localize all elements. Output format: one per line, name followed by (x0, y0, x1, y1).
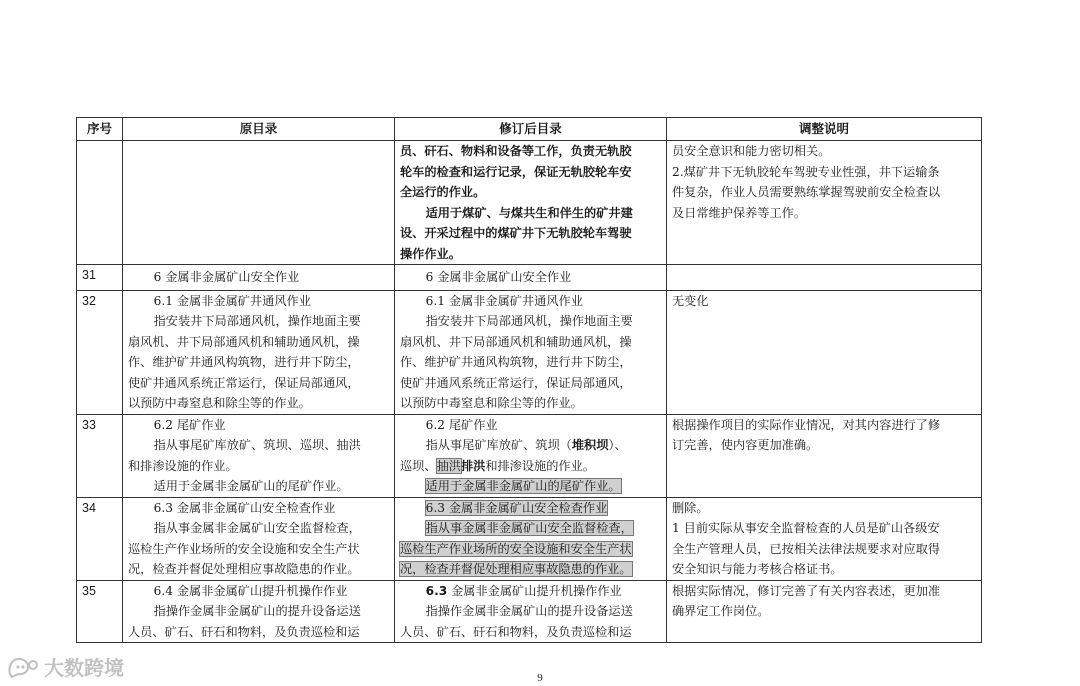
text-line: 员、矸石、物料和设备等工作，负责无轨胶 (400, 144, 632, 158)
text-line: 6.3 金属非金属矿山安全检查作业 (153, 500, 336, 515)
table-header-row (77, 118, 982, 141)
text-line: 指从事尾矿库放矿、筑坝、巡坝、抽洪 (153, 438, 361, 452)
text-line: 指操作金属非金属矿山的提升设备运送 (425, 604, 633, 618)
table-row (77, 141, 982, 265)
text-line: 以预防中毒窒息和除尘等的作业。 (400, 396, 583, 410)
original-catalog-cell (123, 141, 395, 265)
text-line: 作、维护矿井通风构筑物，进行井下防尘， (128, 355, 360, 369)
table-row (77, 580, 982, 643)
text-line: 及日常维护保养等工作。 (672, 205, 807, 220)
highlighted-text: 6.3 金属非金属矿山安全检查作业 (425, 500, 608, 515)
text-line (400, 581, 661, 602)
text-line: 适用于金属非金属矿山的尾矿作业。 (153, 479, 349, 493)
header-serial: 序号 (77, 118, 123, 141)
text-line: 况，检查并督促处理相应事故隐患的作业。 (128, 562, 360, 576)
text-line: 巡检生产作业场所的安全设施和安全生产状 (128, 541, 360, 556)
text-line: 订完善，使内容更加准确。 (672, 438, 819, 452)
table-row (77, 414, 982, 497)
text-line: 删除。 (672, 500, 709, 515)
header-revised-catalog: 修订后目录 (395, 118, 667, 141)
text-line: 6.1 金属非金属矿井通风作业 (153, 293, 311, 308)
row-serial-number: 33 (77, 414, 123, 497)
added-text: 6.3 (425, 583, 448, 598)
original-catalog-cell (123, 265, 395, 291)
page-number: 9 (537, 672, 543, 684)
text-line: 员安全意识和能力密切相关。 (672, 144, 831, 158)
text-line: 确界定工作岗位。 (672, 604, 770, 618)
revised-catalog-cell (395, 497, 667, 580)
highlighted-text: 巡检生产作业场所的安全设施和安全生产状 (400, 541, 632, 556)
highlighted-text: 指从事金属非金属矿山安全监督检查， (425, 521, 633, 535)
text-line (400, 456, 661, 477)
highlighted-text: 抽洪 (436, 458, 461, 473)
table-row (77, 265, 982, 291)
added-text: 排洪 (460, 458, 486, 473)
original-catalog-cell (123, 414, 395, 497)
revised-catalog-cell (395, 580, 667, 643)
text-line: 安全知识与能力考核合格证书。 (672, 562, 843, 576)
adjustment-note-cell (667, 580, 982, 643)
text-line: 6 金属非金属矿山安全作业 (425, 270, 572, 284)
revised-catalog-cell (395, 141, 667, 265)
original-catalog-cell (123, 497, 395, 580)
text-line: 指操作金属非金属矿山的提升设备运送 (153, 604, 361, 618)
catalog-revision-table (76, 117, 982, 643)
table-row (77, 290, 982, 414)
revised-catalog-cell (395, 290, 667, 414)
text-line: 件复杂，作业人员需要熟练掌握驾驶前安全检查以 (672, 185, 941, 199)
row-serial-number: 34 (77, 497, 123, 580)
highlighted-text: 况，检查并督促处理相应事故隐患的作业。 (400, 562, 632, 576)
text-line: 使矿井通风系统正常运行，保证局部通风， (128, 375, 360, 390)
watermark-text: 大数跨境 (44, 656, 124, 680)
text-line: 轮车的检查和运行记录，保证无轨胶轮车安 (400, 164, 632, 179)
revised-catalog-cell (395, 265, 667, 291)
text-line (400, 435, 661, 456)
text-line: 指从事金属非金属矿山安全监督检查， (153, 521, 361, 535)
text-line: 适用于煤矿、与煤共生和伴生的矿井建 (425, 205, 633, 220)
text-line (400, 559, 661, 580)
text-segment: ）、 (608, 438, 627, 452)
text-line: 全运行的作业。 (400, 185, 486, 199)
table-row (77, 497, 982, 580)
text-line: 2.煤矿井下无轨胶轮车驾驶专业性强，井下运输条 (672, 164, 940, 179)
adjustment-note-cell (667, 497, 982, 580)
text-segment: 指从事尾矿库放矿、筑坝（ (425, 438, 572, 452)
text-segment: 巡坝、 (400, 458, 437, 473)
adjustment-note-cell (667, 414, 982, 497)
text-line: 和排渗设施的作业。 (128, 458, 238, 473)
text-line: 6 金属非金属矿山安全作业 (153, 270, 300, 284)
text-line: 6.4 金属非金属矿山提升机操作作业 (153, 583, 348, 598)
text-line: 使矿井通风系统正常运行，保证局部通风， (400, 375, 632, 390)
revised-catalog-cell (395, 414, 667, 497)
text-line: 全生产管理人员，已按相关法律法规要求对应取得 (672, 541, 941, 556)
original-catalog-cell (123, 290, 395, 414)
row-serial-number (77, 141, 123, 265)
highlighted-text: 适用于金属非金属矿山的尾矿作业。 (425, 479, 621, 493)
text-line: 6.2 尾矿作业 (425, 417, 498, 432)
text-line (400, 498, 661, 519)
text-line: 扇风机、井下局部通风机和辅助通风机，操 (128, 334, 360, 349)
text-line: 人员、矿石、矸石和物料，及负责巡检和运 (400, 624, 632, 639)
row-serial-number: 31 (77, 265, 123, 291)
row-serial-number: 35 (77, 580, 123, 643)
text-segment: 和排渗设施的作业。 (485, 458, 595, 473)
original-catalog-cell (123, 580, 395, 643)
text-line: 6.1 金属非金属矿井通风作业 (425, 293, 583, 308)
text-line: 无变化 (672, 293, 709, 308)
text-line: 指安装井下局部通风机，操作地面主要 (425, 314, 633, 328)
text-line (400, 539, 661, 560)
text-line: 1 目前实际从事安全监督检查的人员是矿山各级安 (672, 521, 940, 535)
text-line: 人员、矿石、矸石和物料，及负责巡检和运 (128, 624, 360, 639)
added-text: 堆积坝 (571, 438, 609, 452)
text-line: 扇风机、井下局部通风机和辅助通风机，操 (400, 334, 632, 349)
adjustment-note-cell (667, 265, 982, 291)
text-line: 以预防中毒窒息和除尘等的作业。 (128, 396, 311, 410)
text-line: 根据实际情况，修订完善了有关内容表述，更加准 (672, 583, 941, 598)
adjustment-note-cell (667, 141, 982, 265)
text-line: 操作作业。 (400, 246, 461, 261)
header-adjustment-note: 调整说明 (667, 118, 982, 141)
text-line: 指安装井下局部通风机，操作地面主要 (153, 314, 361, 328)
text-line: 设、开采过程中的煤矿井下无轨胶轮车驾驶 (400, 226, 632, 240)
text-line (400, 476, 661, 497)
text-line: 作、维护矿井通风构筑物，进行井下防尘， (400, 355, 632, 369)
text-line (400, 518, 661, 539)
row-serial-number: 32 (77, 290, 123, 414)
text-line: 6.2 尾矿作业 (153, 417, 226, 432)
adjustment-note-cell (667, 290, 982, 414)
text-line: 根据操作项目的实际作业情况，对其内容进行了修 (672, 417, 941, 432)
text-segment: 金属非金属矿山提升机操作作业 (447, 583, 622, 598)
header-original-catalog: 原目录 (123, 118, 395, 141)
